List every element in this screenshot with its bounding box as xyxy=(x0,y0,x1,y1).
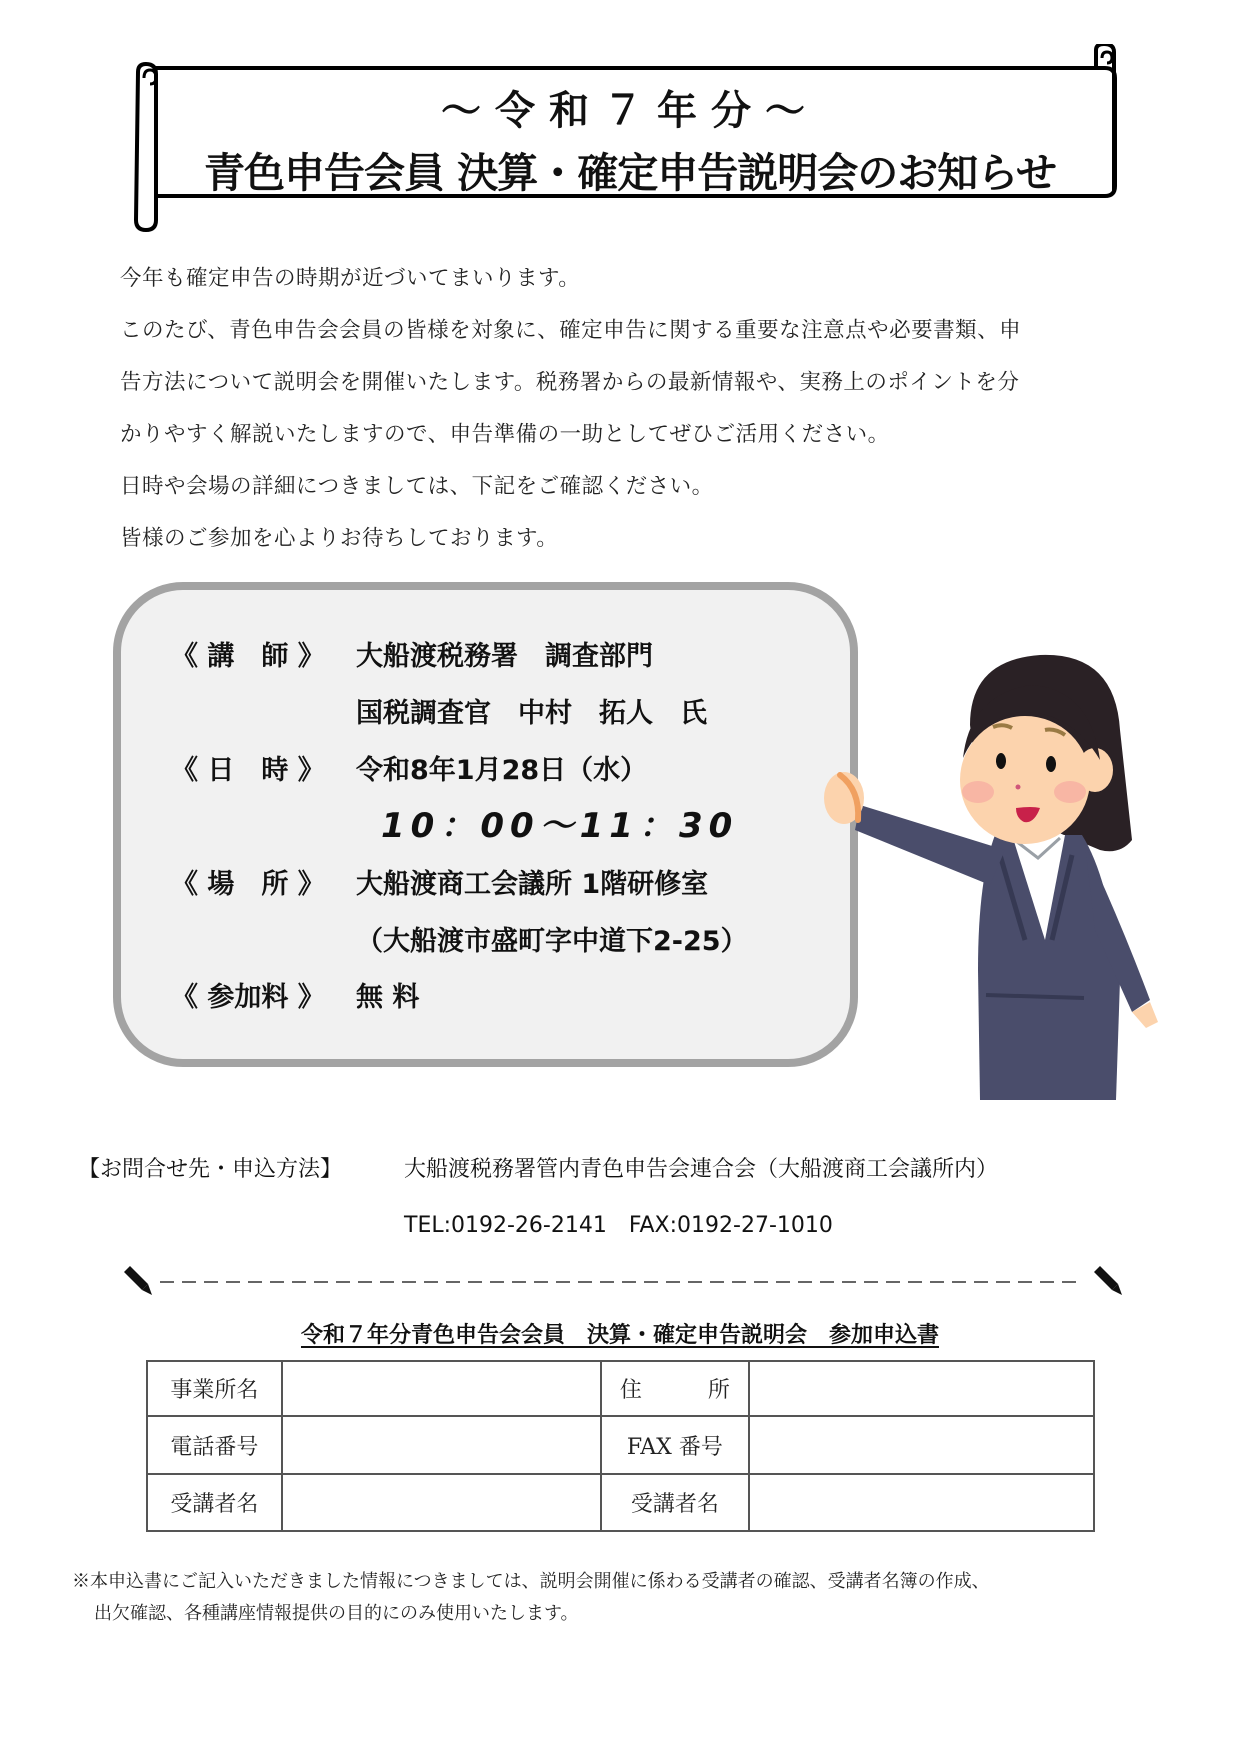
form-label: 事業所名 xyxy=(147,1361,282,1416)
form-label: 受講者名 xyxy=(601,1474,749,1531)
fee-row xyxy=(171,975,419,1014)
event-time: 10：00～11：30 xyxy=(381,806,739,846)
pencil-icon xyxy=(1094,1266,1122,1295)
form-label: 受講者名 xyxy=(147,1474,282,1531)
lecturer-name: 国税調査官 中村 拓人 氏 xyxy=(356,698,707,729)
intro-paragraph: 皆様のご参加を心よりお待ちしております。 xyxy=(120,526,559,551)
application-form-table xyxy=(146,1360,1095,1532)
pencil-icon xyxy=(124,1266,152,1295)
form-row xyxy=(147,1474,1094,1531)
teacher-pointing-icon xyxy=(820,640,1180,1120)
venue-row xyxy=(171,862,708,901)
business-name-field[interactable] xyxy=(282,1361,601,1416)
attendee-name-field-2[interactable] xyxy=(749,1474,1094,1531)
form-row xyxy=(147,1361,1094,1416)
contact-organization: 大船渡税務署管内青色申告会連合会（大船渡商工会議所内） xyxy=(404,1157,999,1182)
lecturer-row-2 xyxy=(171,691,707,730)
footnote-line: ※本申込書にご記入いただきました情報につきましては、説明会開催に係わる受講者の確認、受講者名簿の作成、 xyxy=(72,1571,990,1592)
phone-field[interactable] xyxy=(282,1416,601,1474)
intro-paragraph: このたび、青色申告会会員の皆様を対象に、確定申告に関する重要な注意点や必要書類、申 xyxy=(120,318,1022,343)
privacy-footnote xyxy=(72,1566,1192,1630)
intro-paragraph: かりやすく解説いたしますので、申告準備の一助としてぜひご活用ください。 xyxy=(120,422,890,447)
attendee-name-field[interactable] xyxy=(282,1474,601,1531)
contact-header: 【お問合せ先・申込方法】 xyxy=(78,1157,343,1182)
fee-value: 無 料 xyxy=(356,982,420,1013)
banner-subtitle: ～令和７年分～ xyxy=(441,88,819,134)
scroll-frame xyxy=(130,44,1130,234)
venue-address: （大船渡市盛町字中道下2-25） xyxy=(356,926,748,957)
form-title: 令和７年分青色申告会会員 決算・確定申告説明会 参加申込書 xyxy=(300,1323,939,1348)
intro-paragraph: 日時や会場の詳細につきましては、下記をご確認ください。 xyxy=(120,474,714,499)
time-row xyxy=(171,798,738,847)
fee-label: 《 参加料 》 xyxy=(171,982,325,1013)
page-title: 青色申告会員 決算・確定申告説明会のお知らせ xyxy=(203,149,1057,197)
contact-phone-fax: TEL:0192-26-2141 FAX:0192-27-1010 xyxy=(404,1213,833,1238)
address-field[interactable] xyxy=(749,1361,1094,1416)
intro-paragraph: 今年も確定申告の時期が近づいてまいります。 xyxy=(120,266,581,291)
form-label: 住 所 xyxy=(601,1361,749,1416)
lecturer-label: 《 講 師 》 xyxy=(171,641,325,672)
form-label: 電話番号 xyxy=(147,1416,282,1474)
venue-row-2 xyxy=(171,919,748,958)
datetime-row xyxy=(171,748,647,787)
lecturer-row xyxy=(171,634,653,673)
intro-text xyxy=(120,262,1190,574)
lecturer-value: 大船渡税務署 調査部門 xyxy=(356,641,653,672)
datetime-label: 《 日 時 》 xyxy=(171,755,325,786)
cut-line xyxy=(118,1262,1128,1302)
title-banner xyxy=(130,44,1130,234)
venue-name: 大船渡商工会議所 1階研修室 xyxy=(356,869,709,900)
form-label: FAX 番号 xyxy=(601,1416,749,1474)
event-details-board xyxy=(113,582,858,1067)
footnote-line: 出欠確認、各種講座情報提供の目的にのみ使用いたします。 xyxy=(94,1603,579,1624)
venue-label: 《 場 所 》 xyxy=(171,869,325,900)
event-date: 令和8年1月28日（水） xyxy=(356,755,648,786)
fax-field[interactable] xyxy=(749,1416,1094,1474)
form-row xyxy=(147,1416,1094,1474)
intro-paragraph: 告方法について説明会を開催いたします。税務署からの最新情報や、実務上のポイントを分 xyxy=(120,370,1020,395)
